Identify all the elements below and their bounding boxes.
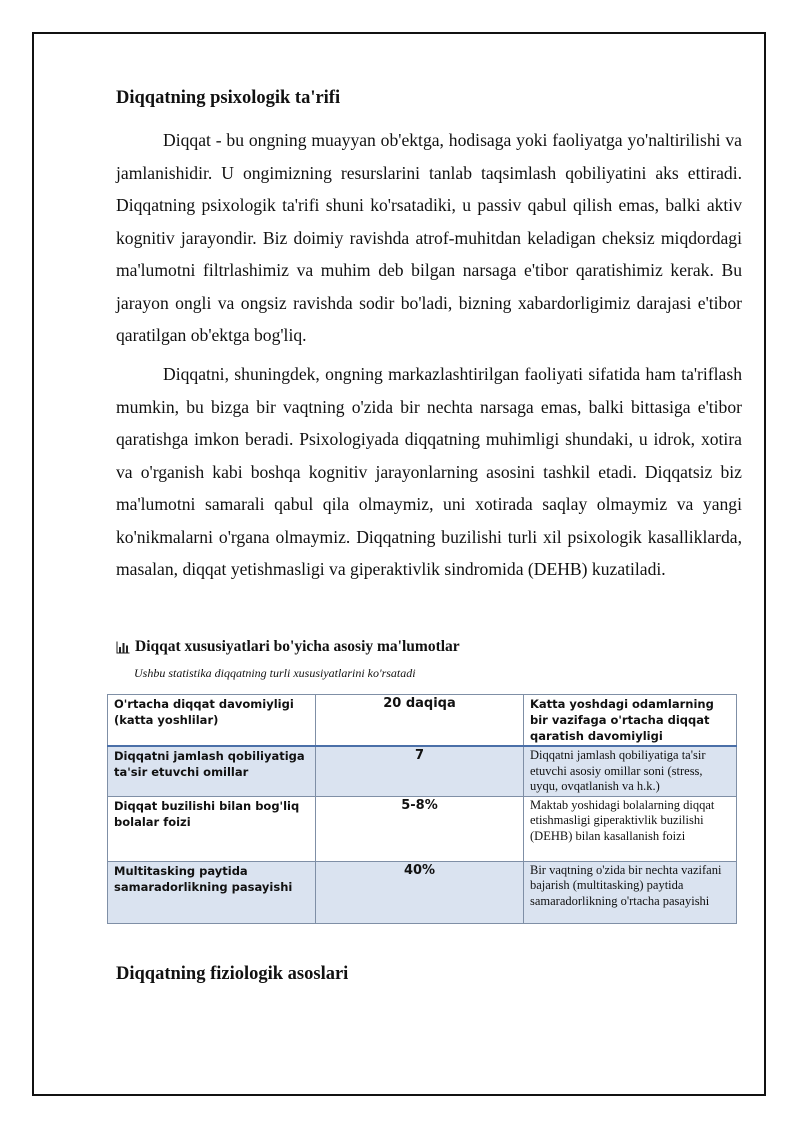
stat-description: Katta yoshdagi odamlarning bir vazifaga o'rtacha diqqat qaratish davomiyligi	[524, 695, 737, 747]
stats-subtitle: Ushbu statistika diqqatning turli xususiyatlarini ko'rsatadi	[134, 666, 416, 680]
table-row	[108, 861, 737, 923]
stats-title	[116, 638, 460, 656]
section-heading-physiological: Diqqatning fiziologik asoslari	[116, 964, 349, 984]
stat-label: O'rtacha diqqat davomiyligi (katta yoshlilar)	[108, 695, 316, 747]
stat-label: Diqqatni jamlash qobiliyatiga ta'sir etuvchi omillar	[108, 746, 316, 796]
table-row	[108, 746, 737, 796]
bar-chart-icon	[116, 641, 130, 654]
stat-label: Multitasking paytida samaradorlikning pasayishi	[108, 861, 316, 923]
paragraph-definition: Diqqat - bu ongning muayyan ob'ektga, hodisaga yoki faoliyatga yo'naltirilishi va jamlanishidir. U ongimizning resurslarini tanlab taqsimlash qobiliyatini aks ettiradi. Diqqatning psixologik ta'rifi shuni ko'rsatadiki, u passiv qabul qilish emas, balki aktiv kognitiv jarayondir. Biz doimiy ravishda atrof-muhitdan keladigan cheksiz miqdordagi ma'lumotni filtrlashimiz va muhim deb bilgan narsaga e'tibor qaratishimiz kerak. Bu jarayon ongli va ongsiz ravishda sodir bo'ladi, bizning xabardorligimiz darajasi e'tibor qaratilgan ob'ektga bog'liq.	[116, 130, 742, 345]
section-heading-psychological: Diqqatning psixologik ta'rifi	[116, 88, 341, 108]
stats-title-text: Diqqat xususiyatlari bo'yicha asosiy ma'lumotlar	[135, 638, 460, 655]
stat-value: 40%	[316, 861, 524, 923]
stats-table	[107, 694, 737, 924]
paragraph-importance: Diqqatni, shuningdek, ongning markazlashtirilgan faoliyati sifatida ham ta'riflash mumkin, bu bizga bir vaqtning o'zida bir nechta narsaga emas, balki bittasiga e'tibor qaratishga imkon beradi. Psixologiyada diqqatning muhimligi shundaki, u idrok, xotira va o'rganish kabi boshqa kognitiv jarayonlarning asosini tashkil etadi. Diqqatsiz biz ma'lumotni samarali qabul qila olmaymiz, uni xotirada saqlay olmaymiz va yangi ko'nikmalarni o'rgana olmaymiz. Diqqatning buzilishi turli xil psixologik kasalliklarda, masalan, diqqat yetishmasligi va giperaktivlik sindromida (DEHB) kuzatiladi.	[116, 364, 742, 579]
stat-description: Maktab yoshidagi bolalarning diqqat etishmasligi giperaktivlik buzilishi (DEHB) bilan kasallanish foizi	[524, 796, 737, 861]
table-row	[108, 796, 737, 861]
stat-value: 5-8%	[316, 796, 524, 861]
stat-description: Bir vaqtning o'zida bir nechta vazifani bajarish (multitasking) paytida samaradorlikning o'rtacha pasayishi	[524, 861, 737, 923]
stat-description: Diqqatni jamlash qobiliyatiga ta'sir etuvchi asosiy omillar soni (stress, uyqu, ovqatlanish va h.k.)	[524, 746, 737, 796]
stat-value: 7	[316, 746, 524, 796]
stat-value: 20 daqiqa	[316, 695, 524, 747]
table-row	[108, 695, 737, 747]
stat-label: Diqqat buzilishi bilan bog'liq bolalar foizi	[108, 796, 316, 861]
